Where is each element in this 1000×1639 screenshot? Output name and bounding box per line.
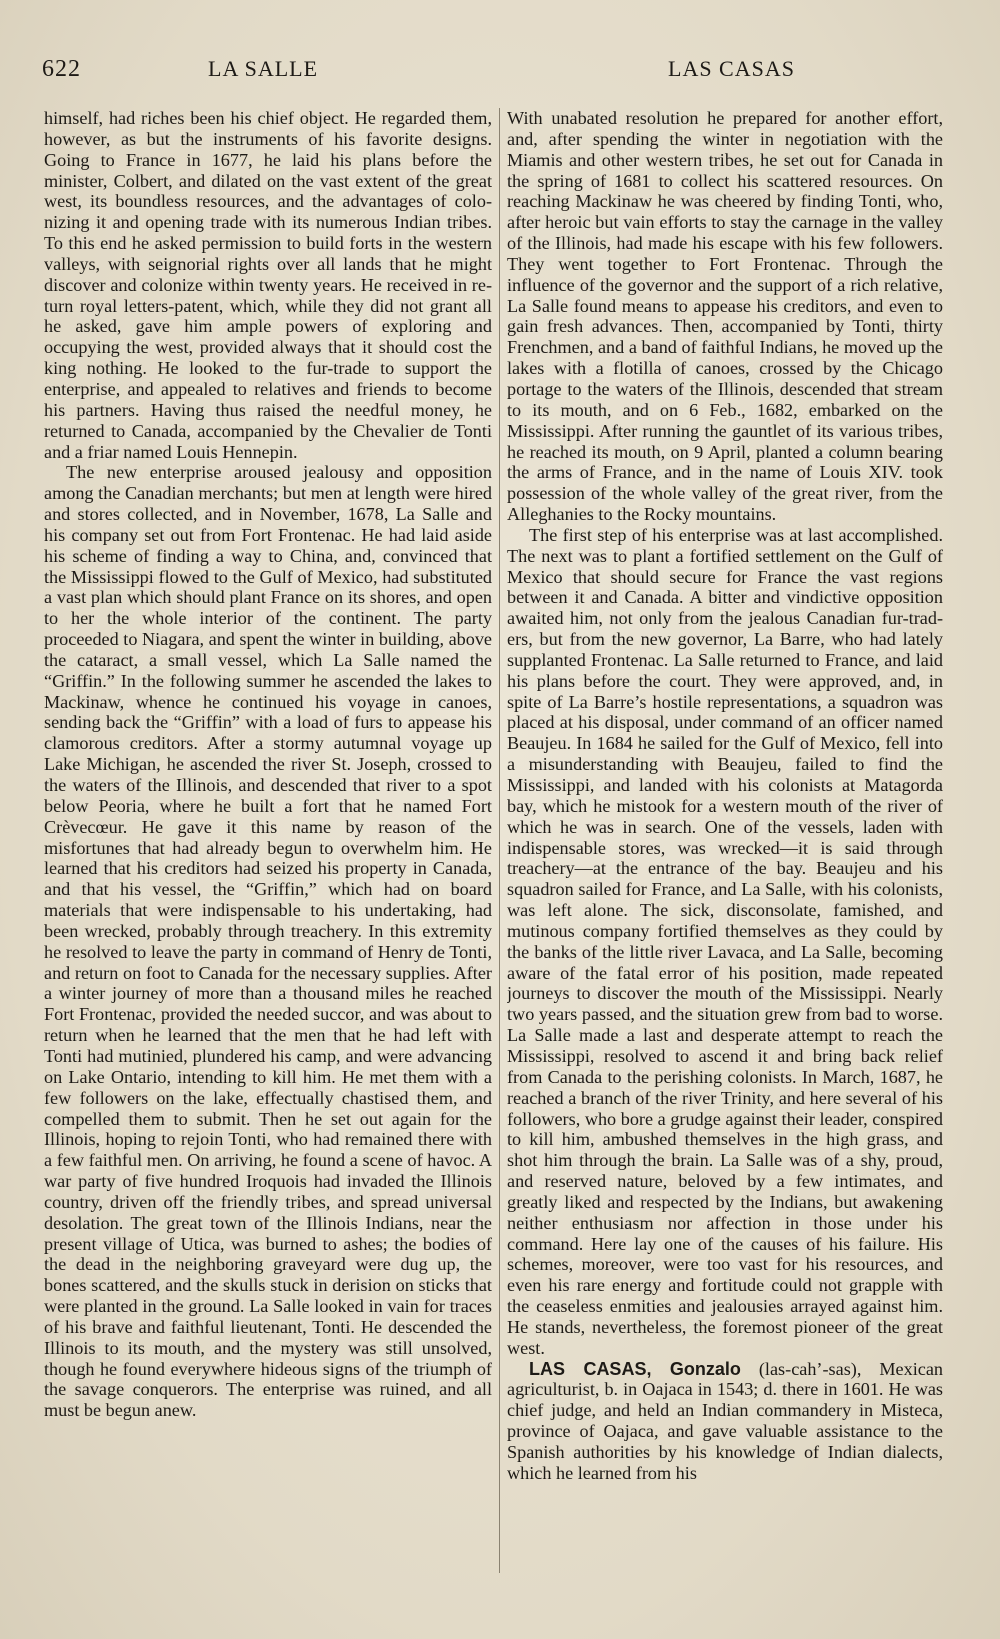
page-number: 622 [42, 56, 81, 82]
las-casas-entry-heading: LAS CASAS, Gonzalo [529, 1358, 741, 1379]
right-column [507, 108, 943, 1578]
right-running-head: LAS CASAS [668, 56, 795, 81]
la-salle-paragraph-3: With unabated resolution he prepared for another effort, and, after spending the winter in negotiation with the Miamis and other western tribes, he set out for Canada in the spring of 1681 to collect his scattered resources. On reaching Mackinaw he was cheered by finding Tonti, who, after heroic but vain efforts to stay the carnage in the valley of the Illinois, had made his escape with his few followers. They went together to Fort Frontenac. Through the influence of the governor and the support of a rich relative, La Salle found means to appease his creditors, and even to gain fresh advances. Then, accompanied by Tonti, thirty Frenchmen, and a band of faithful Indians, he moved up the lakes with a flotilla of canoes, crossed by the Chicago portage to the waters of the Illinois, descended that stream to its mouth, and on 6 Feb., 1682, embarked on the Mississippi. After running the gauntlet of its various tribes, he reached its mouth, on 9 April, planted a column bearing the arms of France, and in the name of Louis XIV. took possession of the whole valley of the great river, from the Alleghanies to the Rocky mountains. [507, 108, 943, 525]
las-casas-entry [507, 1359, 943, 1484]
las-casas-entry-text: (las-cah’-sas), Mexican agriculturist, b. in Oajaca in 1543; d. there in 1601. He was chief judge, and held an Indian commandery in Misteca, province of Oajaca, and gave valuable assistance to the Spanish authorities by his knowledge of Indian dialects, which he learned from his [507, 1358, 943, 1483]
la-salle-paragraph-4: The first step of his enterprise was at last accomplished. The next was to plant a fortified settlement on the Gulf of Mexico that should secure for France the vast regions between it and Canada. A bitter and vindictive opposition awaited him, not only from the jealous Canadian fur-traders, but from the new governor, La Barre, who had lately supplanted Frontenac. La Salle returned to France, and laid his plans before the court. They were approved, and, in spite of La Barre’s hostile representations, a squadron was placed at his disposal, under command of an officer named Beaujeu. In 1684 he sailed for the Gulf of Mexico, fell into a misunderstanding with Beaujeu, failed to find the Mississippi, and landed with his colonists at Matagorda bay, which he mistook for a western mouth of the river of which he was in search. One of the vessels, laden with indispensable stores, was wrecked—it is said through treachery—at the entrance of the bay. Beaujeu and his squadron sailed for France, and La Salle, with his colonists, was left alone. The sick, disconsolate, famished, and mutinous company fortified themselves as they could by the banks of the little river Lavaca, and La Salle, becoming aware of the fatal error of his position, made repeated journeys to discover the mouth of the Mississippi. Nearly two years passed, and the situation grew from bad to worse. La Salle made a last and desperate attempt to reach the Mississippi, resolved to ascend it and bring back relief from Canada to the perishing colonists. In March, 1687, he reached a branch of the river Trinity, and here several of his followers, who bore a grudge against their leader, conspired to kill him, ambushed themselves in the high grass, and shot him through the brain. La Salle was of a shy, proud, and reserved nature, beloved by a few intimates, and greatly liked and respected by the Indians, but awakening neither enthusiasm nor affection in those under his command. Here lay one of the causes of his failure. His schemes, moreover, were too vast for his resources, and even his rare energy and fortitude could not grapple with the ceaseless enmities and jealousies arrayed against him. He stands, nevertheless, the foremost pioneer of the great west. [507, 524, 943, 1358]
left-running-head: LA SALLE [208, 56, 319, 81]
la-salle-paragraph-1: himself, had riches been his chief object. He regarded them, however, as but the instruments of his favorite designs. Going to France in 1677, he laid his plans before the minister, Colbert, and dilated on the vast extent of the great west, its boundless resources, and the advantages of colonizing it and opening trade with its numerous Indian tribes. To this end he asked permission to build forts in the western valleys, with seignorial rights over all lands that he might discover and colonize within twenty years. He received in return royal letters-patent, which, while they did not grant all he asked, gave him ample powers of exploring and occupying the west, provided always that it should cost the king nothing. He looked to the fur-trade to support the enterprise, and appealed to relatives and friends to become his partners. Having thus raised the needful money, he returned to Canada, accompanied by the Chevalier de Tonti and a friar named Louis Hennepin. [44, 108, 492, 462]
column-divider [499, 108, 500, 1573]
la-salle-paragraph-2: The new enterprise aroused jealousy and opposition among the Canadian merchants; but men at length were hired and stores collected, and in November, 1678, La Salle and his company set out from Fort Frontenac. He had laid aside his scheme of finding a way to China, and, convinced that the Mississippi flowed to the Gulf of Mexico, had substituted a vast plan which should plant France on its shores, and open to her the whole interior of the continent. The party proceeded to Niagara, and spent the winter in building, above the cataract, a small vessel, which La Salle named the “Griffin.” In the following summer he ascended the lakes to Mackinaw, whence he continued his voyage in canoes, sending back the “Griffin” with a load of furs to appease his clamorous creditors. After a stormy autumnal voyage up Lake Michigan, he ascended the river St. Joseph, crossed to the waters of the Illinois, and descended that river to a spot below Peoria, where he built a fort that he named Fort Crèvecœur. He gave it this name by reason of the misfortunes that had already begun to overwhelm him. He learned that his creditors had seized his property in Canada, and that his vessel, the “Griffin,” which had on board materials that were indispensable to his undertaking, had been wrecked, probably through treachery. In this extremity he resolved to leave the party in command of Henry de Tonti, and return on foot to Canada for the necessary supplies. After a winter journey of more than a thousand miles he reached Fort Frontenac, provided the needed succor, and was about to return when he learned that the men that he had left with Tonti had mutinied, plundered his camp, and were advancing on Lake Ontario, intending to kill him. He met them with a few followers on the lake, effectually chastised them, and compelled them to submit. Then he set out again for the Illinois, hoping to rejoin Tonti, who had remained there with a few faithful men. On arriving, he found a scene of havoc. A war party of five hundred Iroquois had invaded the Illinois country, driven off the friendly tribes, and spread universal desolation. The great town of the Illinois Indians, near the present village of Utica, was burned to ashes; the bodies of the dead in the neighboring graveyard were dug up, the bones scattered, and the skulls stuck in derision on sticks that were planted in the ground. La Salle looked in vain for traces of his brave and faithful lieutenant, Tonti. He descended the Illinois to its mouth, and the mystery was still unsolved, though he found everywhere hideous signs of the triumph of the savage conquerors. The enterprise was ruined, and all must be begun anew. [44, 462, 492, 1421]
left-column [44, 108, 492, 1578]
